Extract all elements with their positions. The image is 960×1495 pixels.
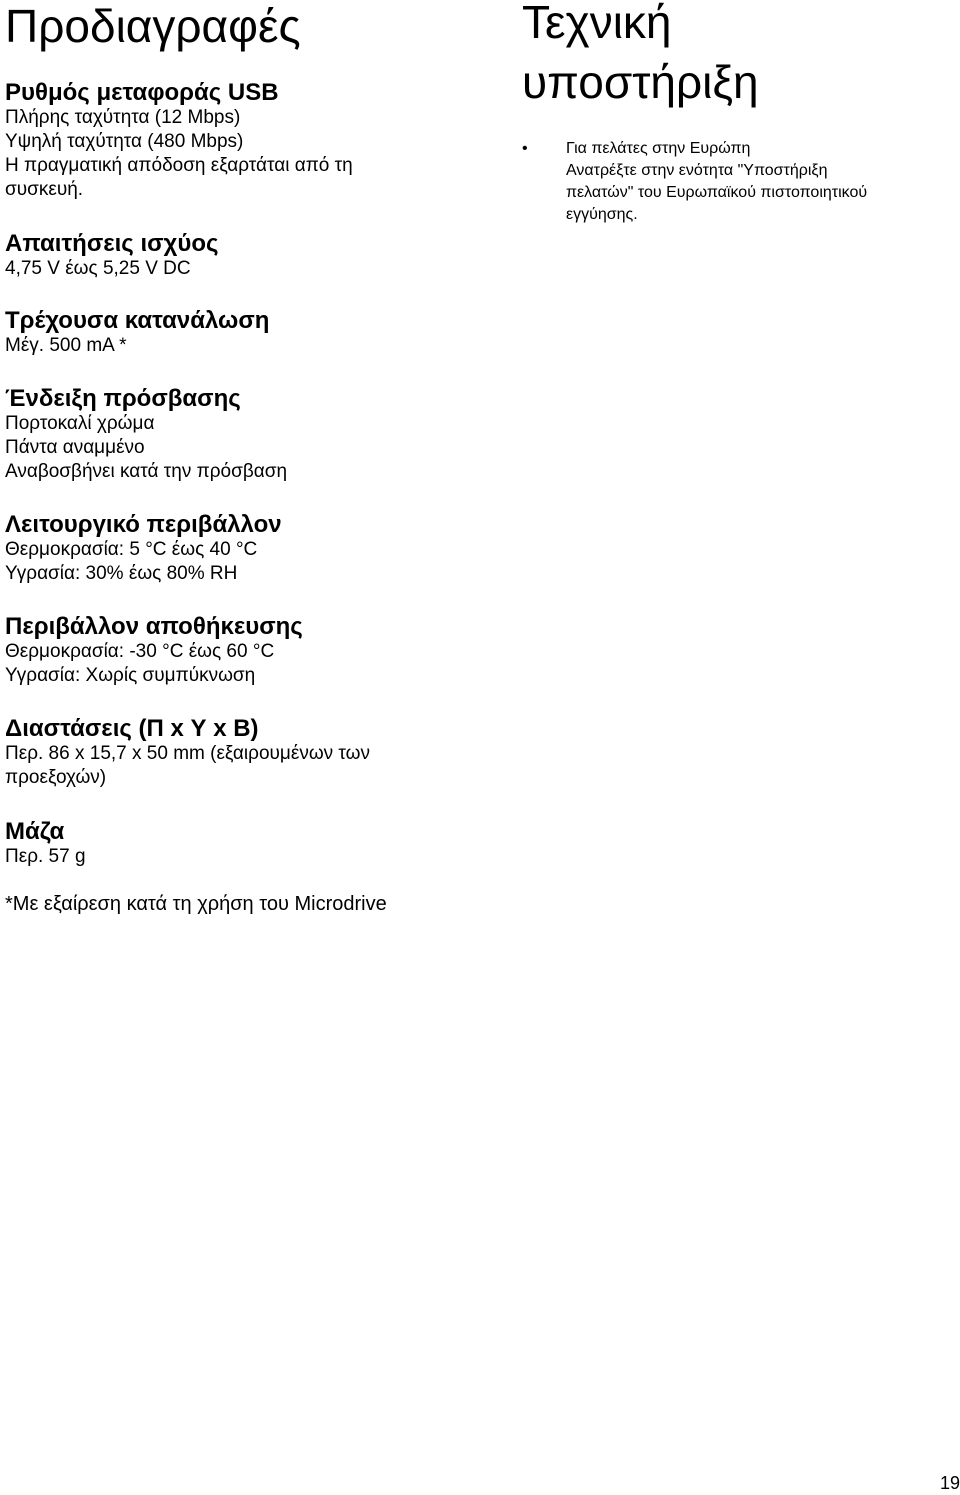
support-title-line: υποστήριξη <box>522 56 759 108</box>
section-heading: Απαιτήσεις ισχύος <box>5 230 219 257</box>
section-mass <box>5 819 505 869</box>
support-line: Για πελάτες στην Ευρώπη <box>566 140 751 157</box>
section-heading: Ρυθμός μεταφοράς USB <box>5 79 279 106</box>
section-storage-environment <box>5 614 505 688</box>
support-line: πελατών" του Ευρωπαϊκού πιστοποιητικού <box>566 184 868 201</box>
section-line: Θερμοκρασία: -30 °C έως 60 °C <box>5 641 275 662</box>
footnote: *Με εξαίρεση κατά τη χρήση του Microdrive <box>5 893 387 915</box>
section-line: Πάντα αναμμένο <box>5 437 145 458</box>
support-line: Ανατρέξτε στην ενότητα "Υποστήριξη <box>566 162 828 179</box>
support-title-line: Τεχνική <box>522 0 672 48</box>
technical-support-column <box>522 0 952 223</box>
section-heading: Διαστάσεις (Π x Υ x Β) <box>5 715 259 742</box>
section-line: Μέγ. 500 mA * <box>5 335 127 356</box>
section-line: Υγρασία: Χωρίς συμπύκνωση <box>5 665 256 686</box>
section-usb-transfer-rate <box>5 80 505 202</box>
section-heading: Τρέχουσα κατανάλωση <box>5 307 270 334</box>
section-heading: Λειτουργικό περιβάλλον <box>5 511 282 538</box>
support-text <box>566 138 867 226</box>
section-line: Περ. 86 x 15,7 x 50 mm (εξαιρουμένων των <box>5 743 370 764</box>
section-operating-environment <box>5 512 505 586</box>
section-line: Περ. 57 g <box>5 846 86 867</box>
page-title: Προδιαγραφές <box>5 0 301 52</box>
support-line: εγγύησης. <box>566 206 638 223</box>
support-bullet-item <box>522 138 942 226</box>
page-number: 19 <box>939 1473 960 1493</box>
section-heading: Περιβάλλον αποθήκευσης <box>5 613 303 640</box>
section-line: Η πραγματική απόδοση εξαρτάται από τη <box>5 155 353 176</box>
section-line: Υψηλή ταχύτητα (480 Mbps) <box>5 131 244 152</box>
section-line: 4,75 V έως 5,25 V DC <box>5 258 191 279</box>
section-access-indicator <box>5 386 505 484</box>
section-dimensions <box>5 716 505 790</box>
section-line: Πορτοκαλί χρώμα <box>5 413 155 434</box>
section-line: Θερμοκρασία: 5 °C έως 40 °C <box>5 539 258 560</box>
section-current-consumption <box>5 308 505 358</box>
section-line: Πλήρης ταχύτητα (12 Mbps) <box>5 107 241 128</box>
section-heading: Μάζα <box>5 818 65 845</box>
specifications-column <box>5 0 505 915</box>
section-line: Υγρασία: 30% έως 80% RH <box>5 563 238 584</box>
section-line: συσκευή. <box>5 179 84 200</box>
section-power-requirements <box>5 231 505 281</box>
section-line: Αναβοσβήνει κατά την πρόσβαση <box>5 461 288 482</box>
section-heading: Ένδειξη πρόσβασης <box>5 385 241 412</box>
section-line: προεξοχών) <box>5 767 107 788</box>
bullet-icon: • <box>522 140 528 157</box>
support-title <box>522 0 952 112</box>
